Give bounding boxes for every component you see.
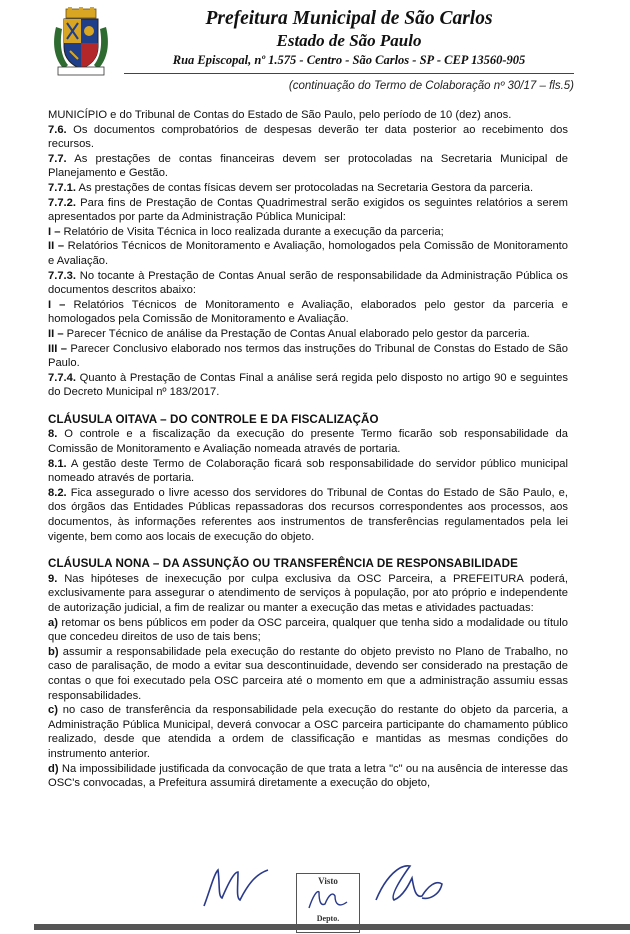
signature-right-icon bbox=[370, 856, 450, 912]
paragraph: 7.7.3. No tocante à Prestação de Contas Anual serão de responsabilidade da Administração Pública os documentos descritos abaixo: bbox=[48, 269, 568, 297]
continuation-note: (continuação do Termo de Colaboração nº 30/17 – fls.5) bbox=[288, 80, 574, 92]
paragraph: 9. Nas hipóteses de inexecução por culpa exclusiva da OSC Parceira, a PREFEITURA poderá, exclusivamente para assegurar o atendimento de serviços à população, por ato próprio e independente de autorização judicial, a fim de realizar ou manter a execução das metas e atividades pactuadas: bbox=[48, 572, 568, 614]
signature-area bbox=[0, 840, 630, 930]
paragraph: II – Relatórios Técnicos de Monitoramento e Avaliação, homologados pela Comissão de Monitoramento e Avaliação. bbox=[48, 240, 568, 267]
city-coat-of-arms-icon bbox=[52, 7, 110, 77]
paragraph: b) assumir a responsabilidade pela execução do restante do objeto previsto no Plano de Trabalho, no caso de paralisação, de modo a evitar sua descontinuidade, devendo ser considerado na prestação de contas o que foi executado pela OSC parceira até o momento em que a administração assumiu essas responsabilidades. bbox=[48, 645, 568, 702]
paragraph: 7.7. As prestações de contas financeiras devem ser protocoladas na Secretaria Municipal de Planejamento e Gestão. bbox=[48, 152, 568, 180]
paragraph: I – Relatório de Visita Técnica in loco realizada durante a execução da parceria; bbox=[48, 225, 444, 238]
document-body bbox=[48, 108, 568, 791]
paragraph: 7.6. Os documentos comprobatórios de despesas deverão ter data posterior ao recebimento dos recursos. bbox=[48, 123, 568, 151]
letterhead bbox=[0, 0, 630, 100]
header-address: Rua Episcopal, nº 1.575 - Centro - São Carlos - SP - CEP 13560-905 bbox=[172, 53, 526, 67]
header-divider bbox=[124, 73, 574, 74]
paragraph: 8.1. A gestão deste Termo de Colaboração ficará sob responsabilidade do servidor público municipal nomeado através de portaria. bbox=[48, 457, 568, 485]
paragraph: 8.2. Fica assegurado o livre acesso dos servidores do Tribunal de Contas do Estado de São Paulo, e, dos órgãos das Entidades Públicas repassadoras dos recursos correspondentes aos processos, aos documentos, às informações referentes aos instrumentos de transferências regulamentados pela lei vigente, bem como aos locais de execução do objeto. bbox=[48, 486, 568, 543]
header-subtitle: Estado de São Paulo bbox=[276, 31, 422, 50]
paragraph: 8. O controle e a fiscalização da execução do presente Termo ficarão sob responsabilidade da Comissão de Monitoramento e Avaliação nomeada através de portaria. bbox=[48, 428, 568, 456]
paragraph: I – Relatórios Técnicos de Monitoramento e Avaliação, elaborados pelo gestor da parceria e homologados pela Comissão de Monitoramento e Avaliação. bbox=[48, 298, 568, 326]
signature-left-icon bbox=[196, 854, 276, 914]
paragraph: 7.7.4. Quanto à Prestação de Contas Final a análise será regida pelo disposto no artigo 90 e seguintes do Decreto Municipal nº 183/2017. bbox=[48, 371, 568, 399]
paragraph: MUNICÍPIO e do Tribunal de Contas do Estado de São Paulo, pelo período de 10 (dez) anos. bbox=[48, 109, 512, 121]
stamp-signature-icon bbox=[305, 886, 351, 912]
paragraph: 7.7.2. Para fins de Prestação de Contas Quadrimestral serão exigidos os seguintes relatórios a serem apresentados por parte da Administração Pública Municipal: bbox=[48, 196, 568, 224]
paragraph: d) Na impossibilidade justificada da convocação de que trata a letra "c" ou na ausência de interesse das OSC's convocadas, a Prefeitura assumirá diretamente a execução do objeto, bbox=[48, 762, 568, 790]
section-heading-clause-9: CLÁUSULA NONA – DA ASSUNÇÃO OU TRANSFERÊNCIA DE RESPONSABILIDADE bbox=[48, 557, 518, 571]
paragraph: II – Parecer Técnico de análise da Prestação de Contas Anual elaborado pelo gestor da parceria. bbox=[48, 327, 530, 340]
page-bottom-edge bbox=[34, 924, 630, 930]
paragraph: III – Parecer Conclusivo elaborado nos termos das instruções do Tribunal de Constas do Estado de São Paulo. bbox=[48, 342, 568, 370]
header-title: Prefeitura Municipal de São Carlos bbox=[205, 8, 493, 29]
paragraph: c) no caso de transferência da responsabilidade pela execução do restante do objeto da parceria, a Administração Pública Municipal, deverá convocar a OSC parceira participante do chamamento público realizado, desde que atendida a ordem de classificação e mantidas as mesmas condições do instrumento anterior. bbox=[48, 704, 568, 760]
section-heading-clause-8: CLÁUSULA OITAVA – DO CONTROLE E DA FISCALIZAÇÃO bbox=[48, 412, 379, 426]
paragraph: a) retomar os bens públicos em poder da OSC parceira, qualquer que tenha sido a modalidade ou título que concedeu direitos de uso de tais bens; bbox=[48, 616, 568, 644]
approval-stamp: Visto Depto. bbox=[296, 873, 360, 933]
paragraph: 7.7.1. As prestações de contas físicas devem ser protocoladas na Secretaria Gestora da parceria. bbox=[48, 181, 534, 194]
